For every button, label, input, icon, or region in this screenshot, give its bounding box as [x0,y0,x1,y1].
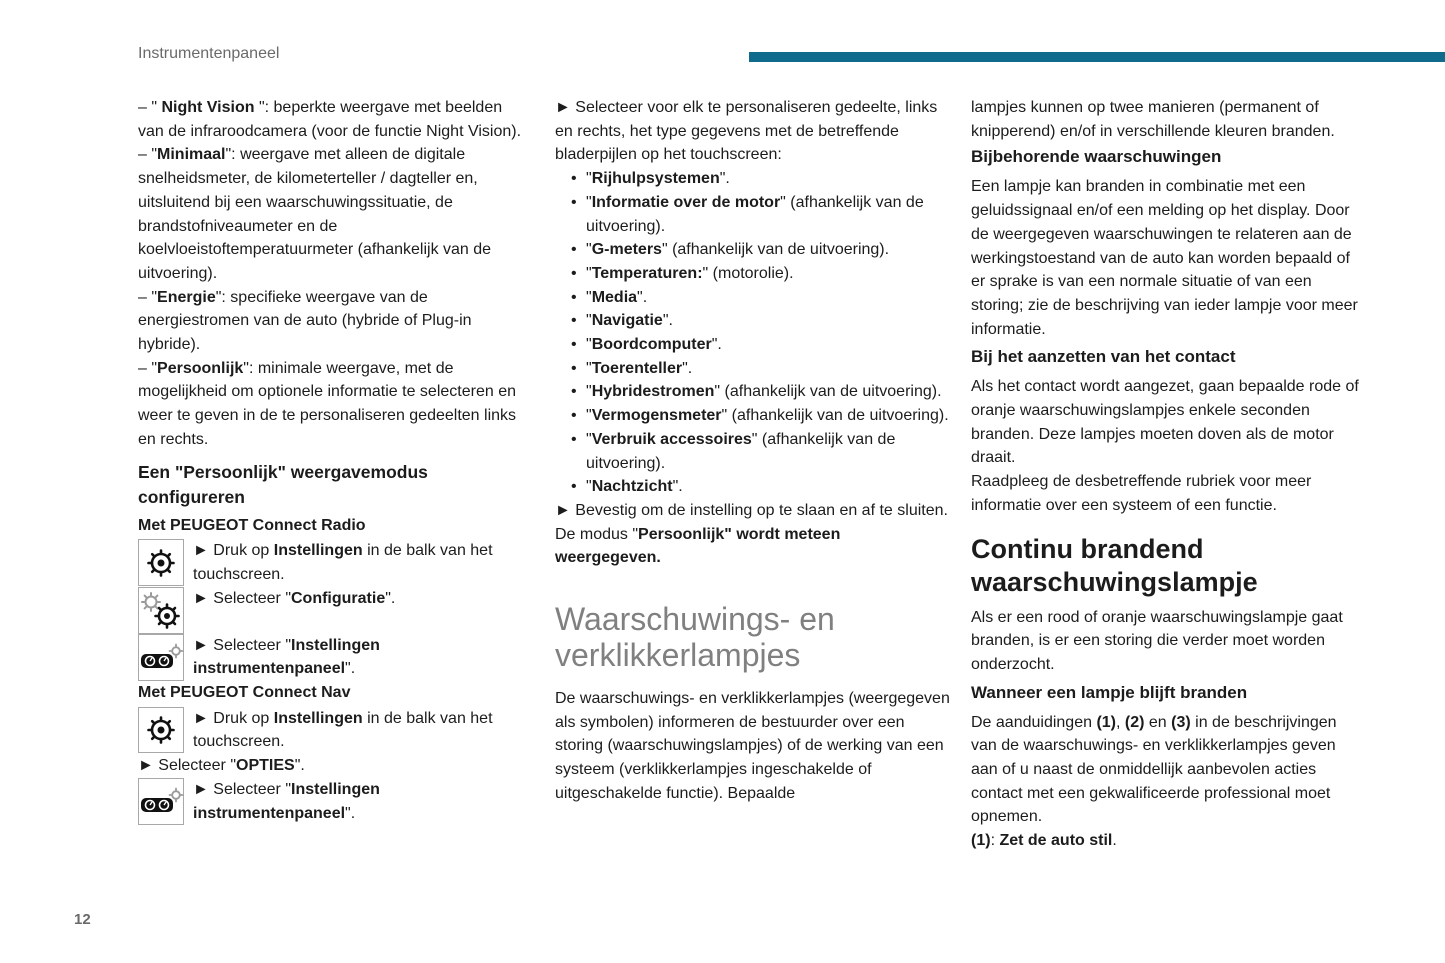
continuous-lamp-text: Als er een rood of oranje waarschuwingslampje gaat branden, is er een storing die verder moet worden onderzocht. [971,608,1343,673]
list-item: • "Vermogensmeter" (afhankelijk van de uitvoering). [555,404,950,428]
warning-lamps-intro-cont: lampjes kunnen op twee manieren (permanent of knipperend) en/of in verschillende kleuren branden. [971,99,1335,140]
radio-step-2-text: ► Selecteer "Configuratie". [193,589,396,607]
associated-warnings-text: Een lampje kan branden in combinatie met een geluidssignaal en/of een melding op het display. Door de weergegeven waarschuwingen te relateren aan de werkingstoestand van de auto kan worden bepaald of er sprake is van een normale situatie of van een storing; zie de beschrijving van ieder lampje voor meer informatie. [971,178,1358,338]
ignition-on-text: Als het contact wordt aangezet, gaan bepaalde rode of oranje waarschuwingslampjes enkele seconden branden. Deze lampjes moeten doven als de motor draait. [971,378,1359,467]
instrument-panel-settings-icon [138,778,184,825]
list-item: • "Informatie over de motor" (afhankelijk van de uitvoering). [555,191,950,238]
page-header-title: Instrumentenpaneel [138,45,280,62]
instrument-panel-settings-icon [138,634,184,681]
list-item: • "Temperaturen:" (motorolie). [555,262,950,286]
heading-ignition-on: Bij het aanzetten van het contact [971,347,1236,367]
radio-step-3 [138,634,530,681]
radio-step-1-text: ► Druk op Instellingen in de balk van het touchscreen. [193,542,493,583]
mode-energie: – "Energie": specifieke weergave van de energiestromen van de auto (hybride of Plug-in hybride). [138,288,472,354]
section-heading-warning-lamps: Waarschuwings- en verklikkerlampjes [555,601,835,674]
lamp-stays-on-text: De aanduidingen (1), (2) en (3) in de beschrijvingen van de waarschuwings- en verklikkerlampjes geven aan of u naast de onmiddellijk aanbevolen acties contact met een gekwalificeerde professional moet opnemen. [971,713,1337,826]
heading-associated-warnings: Bijbehorende waarschuwingen [971,147,1222,167]
radio-step-2 [138,587,530,634]
column-right [971,96,1366,853]
ignition-on-reference: Raadpleeg de desbetreffende rubriek voor meer informatie over een systeem of een functie. [971,473,1312,514]
nav-step-3 [138,778,530,825]
nav-step-3-text: ► Selecteer "Instellingen instrumentenpaneel". [193,780,380,822]
mode-persoonlijk: – "Persoonlijk": minimale weergave, met de mogelijkheid om optionele informatie te selecteren en weer te geven in de te personaliseren gedeelten links en rechts. [138,359,517,448]
section-heading-continuous-lamp: Continu brandend waarschuwingslampje [971,533,1258,597]
radio-title: Met PEUGEOT Connect Radio [138,516,366,534]
header-accent-bar [749,52,1445,62]
nav-title: Met PEUGEOT Connect Nav [138,684,351,702]
section-title-configure: Een "Persoonlijk" weergavemodus configureren [138,461,428,507]
list-item: • "Rijhulpsystemen". [555,167,950,191]
mode-minimaal: – "Minimaal": weergave met alleen de digitale snelheidsmeter, de kilometerteller / dagteller en, uitsluitend bij een waarschuwingssituatie, de brandstofniveaumeter en de koelvloeistoftemperatuurmeter (afhankelijk van de uitvoering). [138,146,492,282]
list-item: • "Boordcomputer". [555,333,950,357]
radio-step-1 [138,539,530,586]
column-left [138,96,530,825]
column-middle [555,96,950,806]
list-item: • "Verbruik accessoires" (afhankelijk van de uitvoering). [555,428,950,475]
list-item: • "Nachtzicht". [555,475,950,499]
list-item: • "Hybridestromen" (afhankelijk van de uitvoering). [555,380,950,404]
list-item: • "Media". [555,286,950,310]
list-item: • "Toerenteller". [555,357,950,381]
nav-step-1 [138,707,530,754]
radio-step-3-text: ► Selecteer "Instellingen instrumentenpaneel". [193,636,380,678]
data-type-list [555,167,950,499]
page-number: 12 [74,911,91,928]
list-item: • "G-meters" (afhankelijk van de uitvoering). [555,238,950,262]
mode-displayed-note: De modus "Persoonlijk" wordt meteen weergegeven. [555,525,841,567]
mode-night-vision: – " Night Vision ": beperkte weergave met beelden van de infraroodcamera (voor de functie Night Vision). [138,99,522,140]
gear-icon [138,707,184,753]
nav-step-1-text: ► Druk op Instellingen in de balk van het touchscreen. [193,709,493,751]
heading-lamp-stays-on: Wanneer een lampje blijft branden [971,682,1248,702]
nav-step-2: ► Selecteer "OPTIES". [138,757,305,775]
personalise-intro: ► Selecteer voor elk te personaliseren gedeelte, links en rechts, het type gegevens met de betreffende bladerpijlen op het touchscreen: [555,99,938,164]
list-item: • "Navigatie". [555,309,950,333]
gear-icon [138,539,184,586]
warning-lamps-intro: De waarschuwings- en verklikkerlampjes (weergegeven als symbolen) informeren de bestuurder over een storing (waarschuwingslampjes) of de werking van een systeem (verklikkerlampjes ingeschakelde of uitgeschakelde functie). Bepaalde [555,690,950,802]
two-gears-icon [138,587,184,634]
stop-vehicle-note: (1): Zet de auto stil. [971,832,1117,850]
confirm-instruction: ► Bevestig om de instelling op te slaan en af te sluiten. [555,501,948,519]
